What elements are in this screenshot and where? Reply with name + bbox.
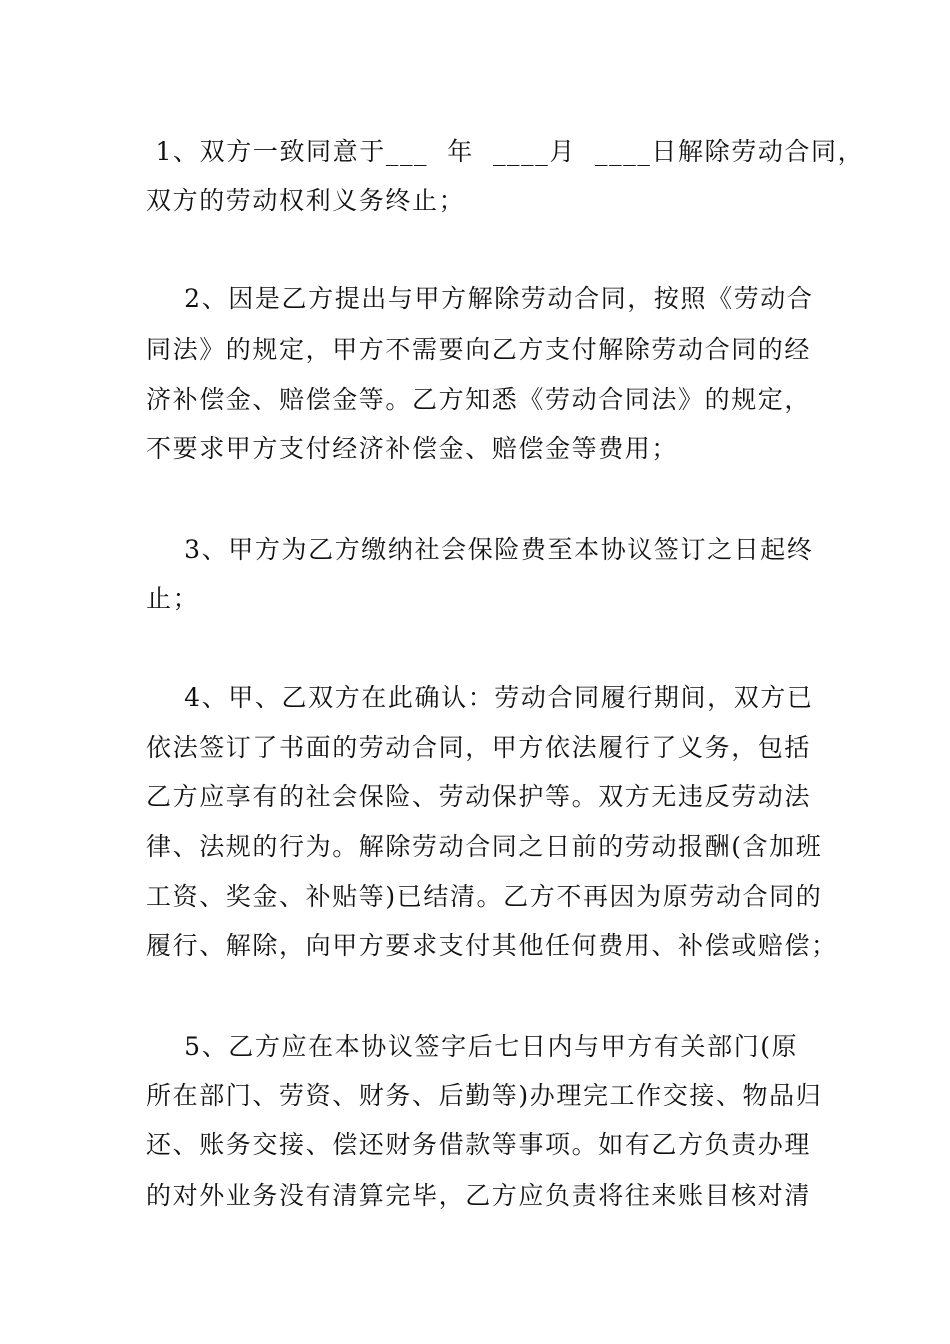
paragraph-4-line-6: 履行、解除，向甲方要求支付其他任何费用、补偿或赔偿； bbox=[146, 931, 838, 960]
paragraph-3-line-1: 3、甲方为乙方缴纳社会保险费至本协议签订之日起终 bbox=[146, 535, 814, 564]
paragraph-2-line-2: 同法》的规定，甲方不需要向乙方支付解除劳动合同的经 bbox=[146, 335, 812, 364]
paragraph-5-line-1: 5、乙方应在本协议签字后七日内与甲方有关部门(原 bbox=[146, 1032, 799, 1061]
paragraph-5-line-2: 所在部门、劳资、财务、后勤等)办理完工作交接、物品归 bbox=[146, 1081, 823, 1110]
paragraph-2-line-1: 2、因是乙方提出与甲方解除劳动合同，按照《劳动合 bbox=[146, 284, 814, 313]
paragraph-4-line-4: 律、法规的行为。解除劳动合同之日前的劳动报酬(含加班 bbox=[146, 832, 823, 861]
paragraph-2-line-4: 不要求甲方支付经济补偿金、赔偿金等费用； bbox=[146, 434, 679, 463]
paragraph-5-line-3: 还、账务交接、偿还财务借款等事项。如有乙方负责办理 bbox=[146, 1130, 812, 1159]
paragraph-2-line-3: 济补偿金、赔偿金等。乙方知悉《劳动合同法》的规定， bbox=[146, 385, 812, 414]
paragraph-4-line-1: 4、甲、乙双方在此确认：劳动合同履行期间，双方已 bbox=[146, 683, 814, 712]
paragraph-5-line-4: 的对外业务没有清算完毕，乙方应负责将往来账目核对清 bbox=[146, 1181, 812, 1210]
paragraph-1-line-1: 1、双方一致同意于___ 年 ____月 ____日解除劳动合同， bbox=[146, 137, 865, 166]
paragraph-4-line-3: 乙方应享有的社会保险、劳动保护等。双方无违反劳动法 bbox=[146, 782, 812, 811]
paragraph-4-line-2: 依法签订了书面的劳动合同，甲方依法履行了义务，包括 bbox=[146, 733, 812, 762]
paragraph-4-line-5: 工资、奖金、补贴等)已结清。乙方不再因为原劳动合同的 bbox=[146, 882, 823, 911]
paragraph-1-line-2: 双方的劳动权利义务终止； bbox=[146, 186, 466, 215]
paragraph-3-line-2: 止； bbox=[146, 584, 200, 613]
